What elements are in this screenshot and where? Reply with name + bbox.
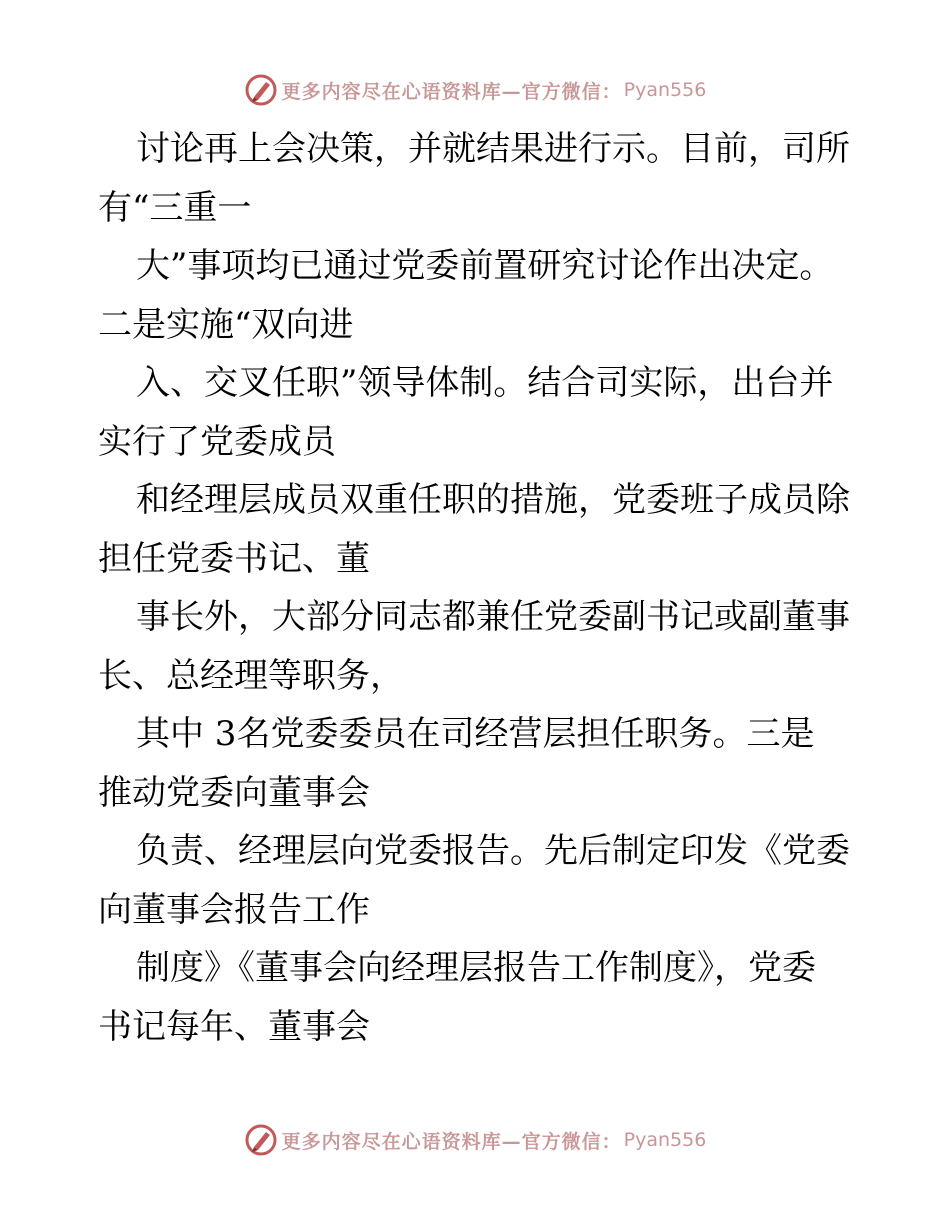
text-line: 其中 3名党委委员在司经营层担任职务。三是 (136, 714, 815, 754)
text-line: 事长外，大部分同志都兼任党委副书记或副董事 (136, 597, 850, 637)
text-line: 负责、经理层向党委报告。先后制定印发《党委 (136, 831, 850, 871)
footer-watermark (0, 1120, 950, 1160)
header-watermark (0, 70, 950, 110)
watermark-text: 更多内容尽在心语资料库—官方微信： (281, 1130, 622, 1153)
text-line: 入、交叉任职”领导体制。结合司实际，出台并 (136, 363, 834, 403)
text-line: 推动党委向董事会 (98, 772, 370, 813)
text-line: 大”事项均已通过党委前置研究讨论作出决定。 (136, 246, 834, 286)
watermark-wechat-id: Pyan556 (623, 79, 707, 101)
pen-logo-icon (244, 73, 278, 107)
text-line: 制度》《董事会向经理层报告工作制度》，党委 (136, 948, 816, 988)
text-line: 有“三重一 (98, 187, 252, 228)
text-line: 担任党委书记、董 (98, 538, 370, 579)
document-body (98, 120, 858, 1056)
text-line: 讨论再上会决策，并就结果进行示。目前，司所 (136, 129, 850, 169)
text-line: 长、总经理等职务， (98, 655, 404, 696)
text-line: 向董事会报告工作 (98, 889, 370, 930)
text-line: 和经理层成员双重任职的措施，党委班子成员除 (136, 480, 850, 520)
watermark-wechat-id: Pyan556 (623, 1129, 707, 1151)
text-line: 书记每年、董事会 (98, 1006, 370, 1047)
pen-logo-icon (244, 1123, 278, 1157)
text-line: 实行了党委成员 (98, 421, 336, 462)
watermark-text: 更多内容尽在心语资料库—官方微信： (281, 80, 622, 103)
text-line: 二是实施“双向进 (98, 304, 354, 345)
